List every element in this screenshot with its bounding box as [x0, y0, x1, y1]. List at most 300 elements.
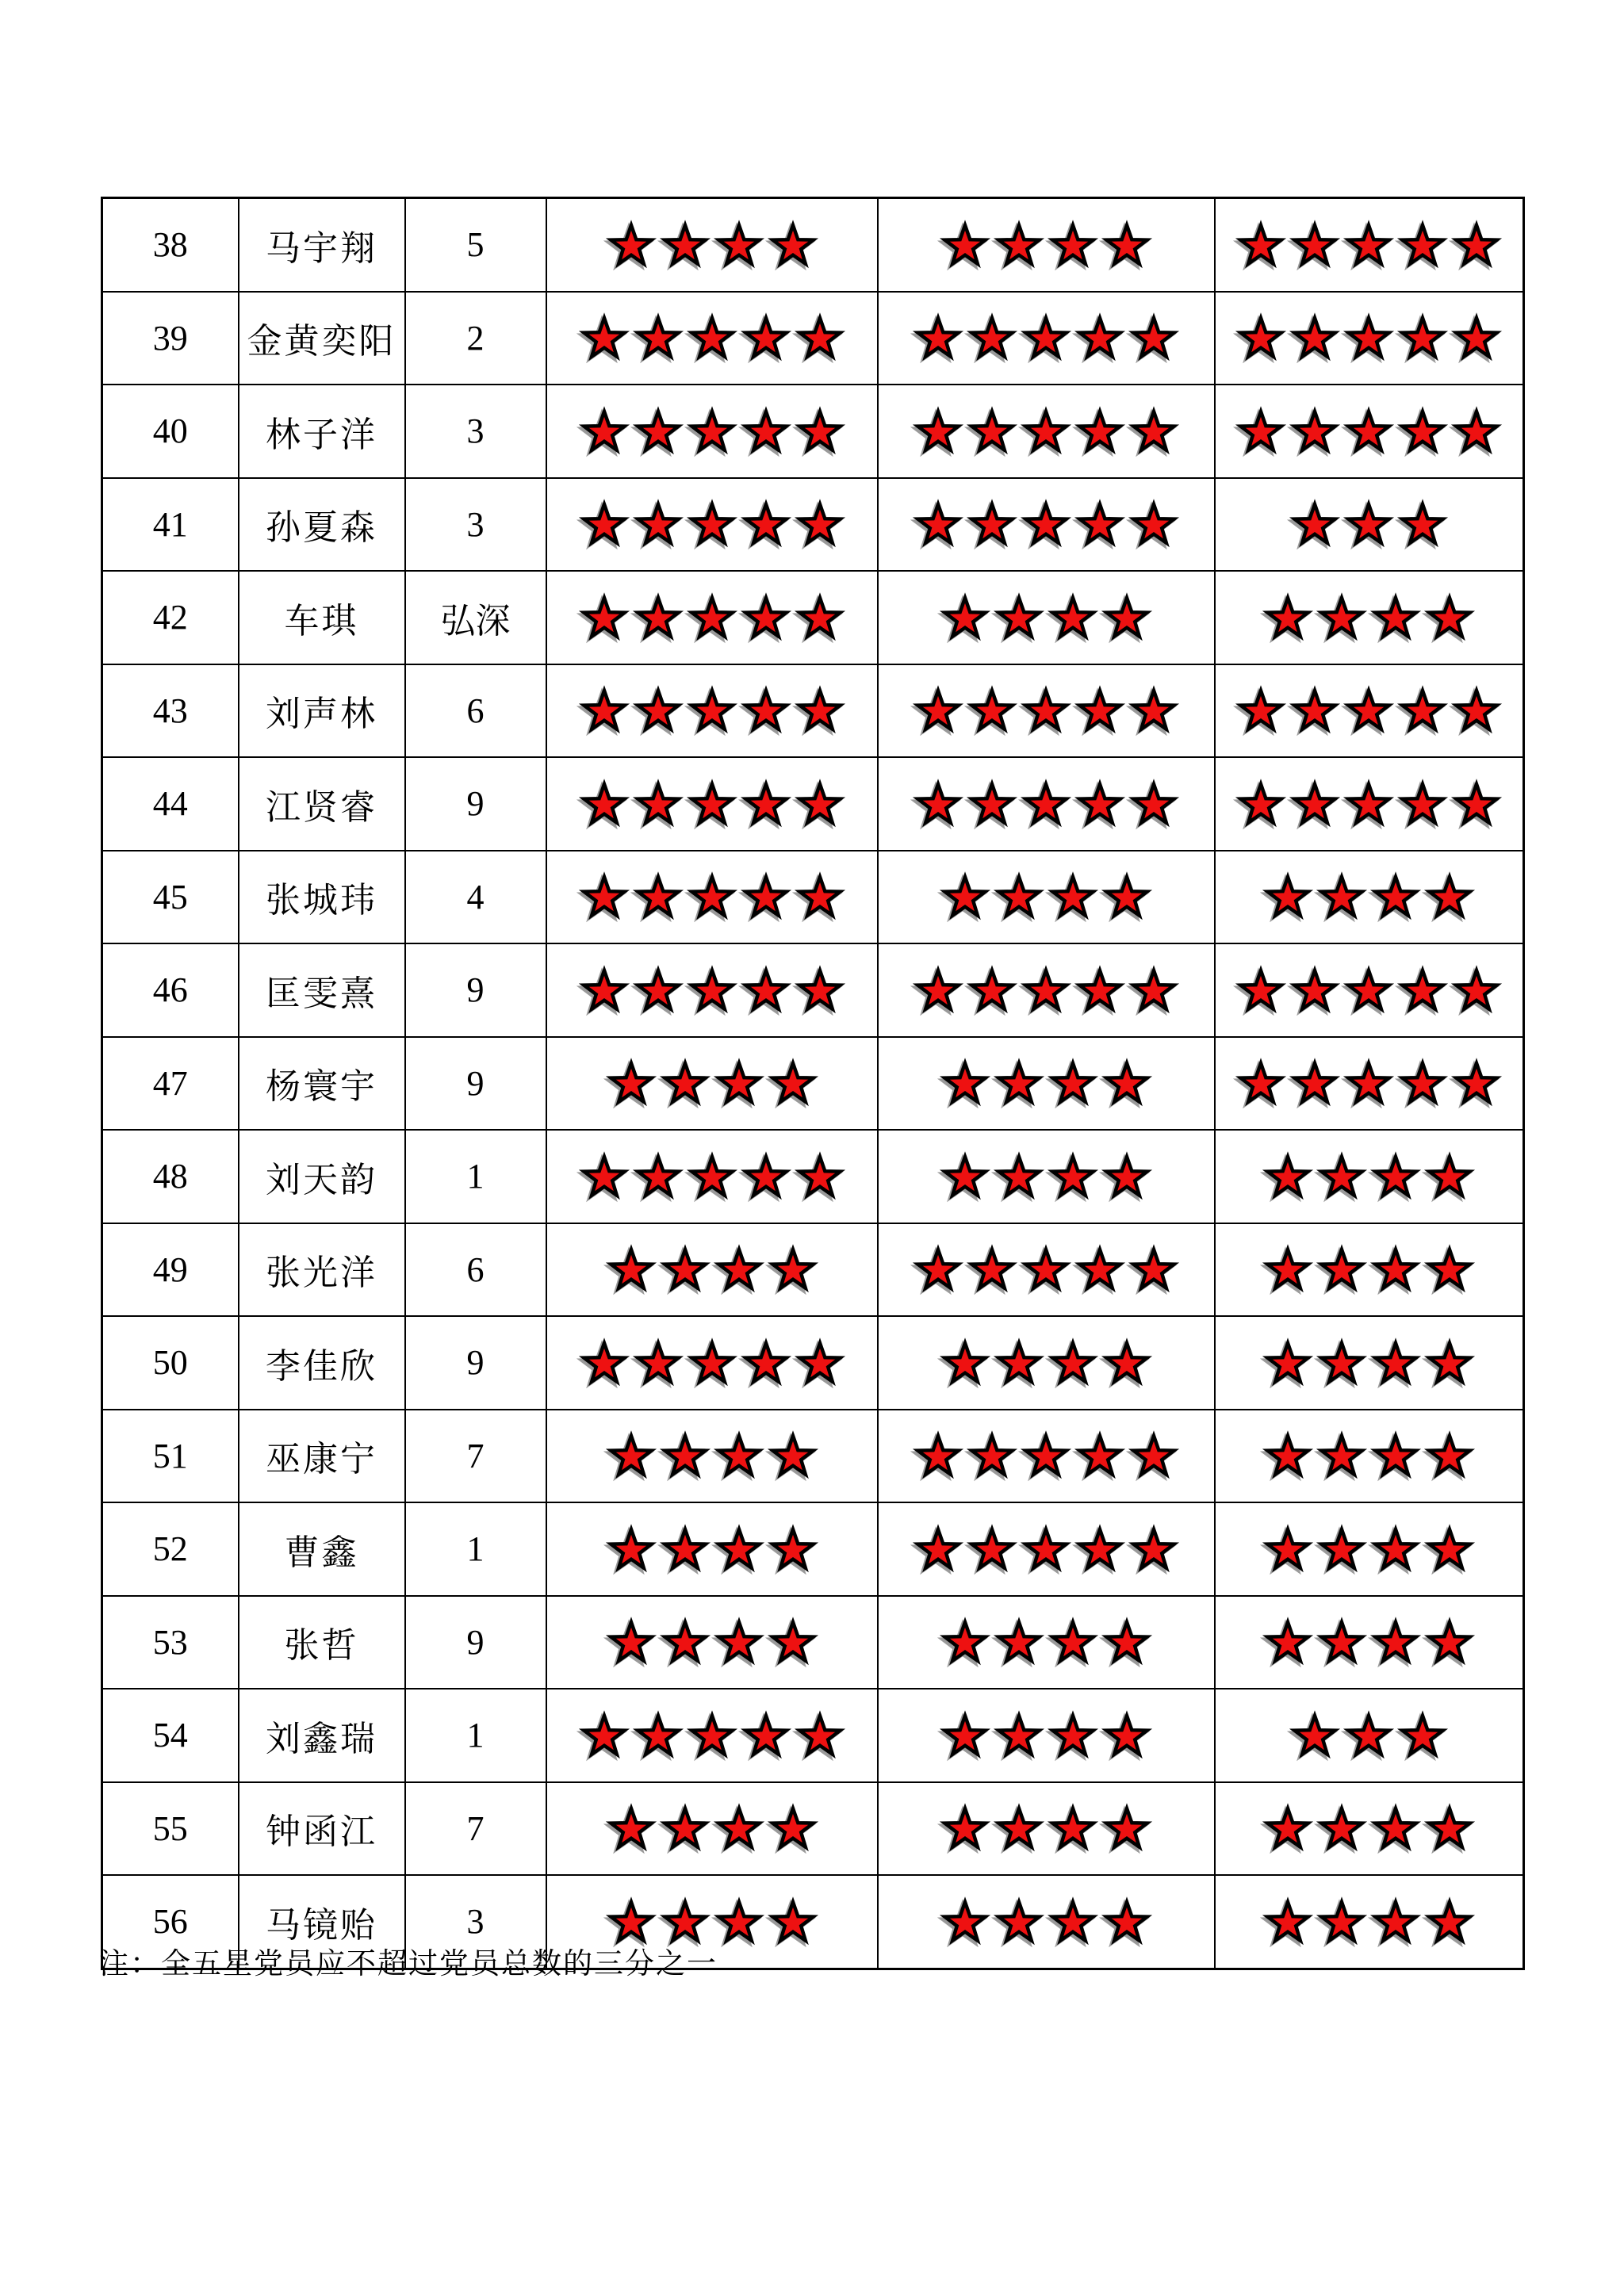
star-icon — [1048, 220, 1098, 270]
member-name-cell: 钟函江 — [239, 1782, 405, 1876]
star-icon — [913, 499, 963, 549]
star-icon — [1289, 312, 1340, 363]
row-number-cell: 53 — [102, 1596, 239, 1689]
star-icon — [714, 1244, 764, 1295]
star-icon — [579, 871, 630, 922]
star-icon — [1021, 1430, 1071, 1481]
star-icon — [660, 220, 710, 270]
star-icon — [633, 965, 684, 1016]
star-icon — [1451, 685, 1502, 736]
star-icon — [795, 406, 845, 457]
star-icon — [994, 1058, 1044, 1108]
star-icon — [633, 1337, 684, 1388]
star-icon — [768, 1524, 818, 1575]
member-name-cell: 刘声林 — [239, 664, 405, 758]
star-icon — [1424, 1803, 1475, 1854]
stars-rating-cell-2 — [878, 1223, 1215, 1317]
stars-rating-cell-2 — [878, 1037, 1215, 1131]
star-icon — [579, 1710, 630, 1761]
star-icon — [1021, 312, 1071, 363]
star-icon — [687, 965, 737, 1016]
star-icon — [579, 592, 630, 643]
star-icon — [1316, 1337, 1367, 1388]
stars-rating-cell-1 — [546, 571, 878, 664]
group-number-cell: 1 — [405, 1130, 546, 1223]
table-row — [102, 1689, 1524, 1782]
star-icon — [940, 1337, 990, 1388]
row-number-cell: 44 — [102, 757, 239, 851]
rating-table-body — [102, 198, 1524, 1969]
star-icon — [1424, 1337, 1475, 1388]
row-number-cell: 38 — [102, 198, 239, 292]
star-icon — [1370, 1803, 1421, 1854]
star-icon — [1316, 1244, 1367, 1295]
star-icon — [967, 1524, 1017, 1575]
group-number-cell: 3 — [405, 1875, 546, 1969]
star-icon — [1451, 1058, 1502, 1108]
star-icon — [1289, 1058, 1340, 1108]
star-icon — [1370, 871, 1421, 922]
star-icon — [633, 312, 684, 363]
member-name-cell: 曹鑫 — [239, 1502, 405, 1596]
star-icon — [768, 1803, 818, 1854]
star-icon — [687, 499, 737, 549]
star-icon — [1074, 1524, 1125, 1575]
star-icon — [1101, 1710, 1152, 1761]
group-number-cell: 4 — [405, 851, 546, 944]
group-number-cell: 1 — [405, 1502, 546, 1596]
star-icon — [768, 1617, 818, 1667]
group-number-cell: 9 — [405, 1037, 546, 1131]
table-row — [102, 1130, 1524, 1223]
table-row — [102, 943, 1524, 1037]
stars-rating-cell-3 — [1215, 1316, 1524, 1410]
star-icon — [1424, 1524, 1475, 1575]
star-icon — [1289, 965, 1340, 1016]
star-icon — [795, 1337, 845, 1388]
stars-rating-cell-1 — [546, 1316, 878, 1410]
star-icon — [606, 220, 657, 270]
star-icon — [714, 1524, 764, 1575]
table-row — [102, 1596, 1524, 1689]
table-row — [102, 198, 1524, 292]
stars-rating-cell-1 — [546, 1037, 878, 1131]
star-icon — [994, 1617, 1044, 1667]
star-icon — [633, 406, 684, 457]
star-icon — [1397, 499, 1448, 549]
member-name-cell: 孙夏森 — [239, 478, 405, 572]
star-icon — [1289, 220, 1340, 270]
star-icon — [1424, 1244, 1475, 1295]
star-icon — [967, 499, 1017, 549]
star-icon — [1074, 779, 1125, 829]
star-icon — [1397, 685, 1448, 736]
star-icon — [940, 1803, 990, 1854]
row-number-cell: 49 — [102, 1223, 239, 1317]
star-icon — [1289, 499, 1340, 549]
stars-rating-cell-3 — [1215, 1130, 1524, 1223]
star-icon — [768, 1896, 818, 1947]
stars-rating-cell-3 — [1215, 1596, 1524, 1689]
star-icon — [1048, 1896, 1098, 1947]
star-icon — [633, 1151, 684, 1202]
star-icon — [768, 1244, 818, 1295]
star-icon — [1048, 871, 1098, 922]
star-icon — [1424, 1430, 1475, 1481]
star-icon — [994, 592, 1044, 643]
stars-rating-cell-1 — [546, 1502, 878, 1596]
star-icon — [579, 406, 630, 457]
star-icon — [1021, 1244, 1071, 1295]
group-number-cell: 3 — [405, 478, 546, 572]
stars-rating-cell-3 — [1215, 664, 1524, 758]
star-icon — [633, 871, 684, 922]
star-icon — [1397, 220, 1448, 270]
star-icon — [913, 1244, 963, 1295]
star-icon — [913, 779, 963, 829]
star-icon — [1074, 685, 1125, 736]
star-icon — [1451, 312, 1502, 363]
star-icon — [1370, 1151, 1421, 1202]
stars-rating-cell-2 — [878, 1502, 1215, 1596]
star-icon — [1235, 220, 1286, 270]
star-icon — [1048, 1058, 1098, 1108]
star-icon — [1316, 1617, 1367, 1667]
stars-rating-cell-3 — [1215, 571, 1524, 664]
rating-table — [101, 197, 1525, 1970]
stars-rating-cell-2 — [878, 1596, 1215, 1689]
star-icon — [714, 1803, 764, 1854]
stars-rating-cell-2 — [878, 757, 1215, 851]
star-icon — [1397, 1710, 1448, 1761]
star-icon — [606, 1617, 657, 1667]
star-icon — [1101, 871, 1152, 922]
table-row — [102, 851, 1524, 944]
stars-rating-cell-3 — [1215, 1782, 1524, 1876]
star-icon — [1128, 779, 1179, 829]
star-icon — [1316, 1803, 1367, 1854]
row-number-cell: 39 — [102, 292, 239, 385]
star-icon — [1128, 312, 1179, 363]
star-icon — [1262, 1617, 1313, 1667]
star-icon — [1235, 312, 1286, 363]
star-icon — [687, 871, 737, 922]
star-icon — [606, 1803, 657, 1854]
stars-rating-cell-3 — [1215, 1037, 1524, 1131]
stars-rating-cell-1 — [546, 385, 878, 478]
star-icon — [1021, 685, 1071, 736]
star-icon — [795, 1710, 845, 1761]
star-icon — [768, 1430, 818, 1481]
member-name-cell: 马镜贻 — [239, 1875, 405, 1969]
table-row — [102, 1223, 1524, 1317]
star-icon — [1074, 965, 1125, 1016]
star-icon — [606, 1524, 657, 1575]
stars-rating-cell-3 — [1215, 1223, 1524, 1317]
table-row — [102, 571, 1524, 664]
star-icon — [741, 965, 791, 1016]
star-icon — [633, 1710, 684, 1761]
table-row — [102, 1410, 1524, 1503]
member-name-cell: 匡雯熹 — [239, 943, 405, 1037]
table-row — [102, 1782, 1524, 1876]
star-icon — [1397, 406, 1448, 457]
member-name-cell: 马宇翔 — [239, 198, 405, 292]
stars-rating-cell-2 — [878, 943, 1215, 1037]
star-icon — [1235, 779, 1286, 829]
star-icon — [1343, 685, 1394, 736]
star-icon — [1101, 1896, 1152, 1947]
stars-rating-cell-2 — [878, 478, 1215, 572]
star-icon — [1451, 965, 1502, 1016]
star-icon — [741, 499, 791, 549]
stars-rating-cell-3 — [1215, 478, 1524, 572]
star-icon — [1074, 499, 1125, 549]
star-icon — [1451, 406, 1502, 457]
star-icon — [1128, 685, 1179, 736]
row-number-cell: 51 — [102, 1410, 239, 1503]
star-icon — [1370, 1337, 1421, 1388]
row-number-cell: 48 — [102, 1130, 239, 1223]
star-icon — [1316, 1430, 1367, 1481]
star-icon — [1370, 1617, 1421, 1667]
star-icon — [994, 1151, 1044, 1202]
star-icon — [994, 871, 1044, 922]
group-number-cell: 6 — [405, 1223, 546, 1317]
row-number-cell: 55 — [102, 1782, 239, 1876]
stars-rating-cell-3 — [1215, 198, 1524, 292]
star-icon — [913, 1430, 963, 1481]
group-number-cell: 1 — [405, 1689, 546, 1782]
star-icon — [687, 312, 737, 363]
star-icon — [795, 965, 845, 1016]
row-number-cell: 47 — [102, 1037, 239, 1131]
star-icon — [1048, 592, 1098, 643]
star-icon — [741, 871, 791, 922]
star-icon — [660, 1058, 710, 1108]
star-icon — [1074, 1244, 1125, 1295]
star-icon — [579, 1151, 630, 1202]
star-icon — [1128, 406, 1179, 457]
star-icon — [687, 406, 737, 457]
star-icon — [714, 1896, 764, 1947]
star-icon — [1101, 592, 1152, 643]
stars-rating-cell-1 — [546, 292, 878, 385]
member-name-cell: 张光洋 — [239, 1223, 405, 1317]
star-icon — [795, 871, 845, 922]
star-icon — [940, 592, 990, 643]
stars-rating-cell-2 — [878, 1130, 1215, 1223]
stars-rating-cell-3 — [1215, 1875, 1524, 1969]
star-icon — [1343, 1710, 1394, 1761]
star-icon — [967, 779, 1017, 829]
star-icon — [1451, 220, 1502, 270]
star-icon — [1262, 1244, 1313, 1295]
stars-rating-cell-1 — [546, 1689, 878, 1782]
stars-rating-cell-1 — [546, 1130, 878, 1223]
star-icon — [1343, 220, 1394, 270]
stars-rating-cell-1 — [546, 851, 878, 944]
star-icon — [1262, 1151, 1313, 1202]
star-icon — [1424, 1896, 1475, 1947]
row-number-cell: 52 — [102, 1502, 239, 1596]
star-icon — [1101, 1058, 1152, 1108]
star-icon — [1316, 592, 1367, 643]
star-icon — [741, 406, 791, 457]
star-icon — [1021, 499, 1071, 549]
member-name-cell: 刘鑫瑞 — [239, 1689, 405, 1782]
star-icon — [1262, 871, 1313, 922]
star-icon — [1343, 1058, 1394, 1108]
star-icon — [913, 312, 963, 363]
stars-rating-cell-3 — [1215, 757, 1524, 851]
table-row — [102, 385, 1524, 478]
stars-rating-cell-2 — [878, 292, 1215, 385]
stars-rating-cell-1 — [546, 1223, 878, 1317]
star-icon — [913, 406, 963, 457]
stars-rating-cell-3 — [1215, 1410, 1524, 1503]
star-icon — [1262, 1896, 1313, 1947]
group-number-cell: 7 — [405, 1410, 546, 1503]
star-icon — [1048, 1710, 1098, 1761]
star-icon — [795, 499, 845, 549]
star-icon — [1128, 499, 1179, 549]
star-icon — [687, 1710, 737, 1761]
table-row — [102, 1037, 1524, 1131]
member-name-cell: 杨寰宇 — [239, 1037, 405, 1131]
star-icon — [1424, 1617, 1475, 1667]
star-icon — [795, 312, 845, 363]
row-number-cell: 56 — [102, 1875, 239, 1969]
star-icon — [994, 1896, 1044, 1947]
stars-rating-cell-2 — [878, 571, 1215, 664]
star-icon — [1101, 220, 1152, 270]
star-icon — [967, 406, 1017, 457]
star-icon — [1397, 312, 1448, 363]
star-icon — [1370, 1896, 1421, 1947]
star-icon — [940, 1710, 990, 1761]
star-icon — [967, 685, 1017, 736]
stars-rating-cell-1 — [546, 943, 878, 1037]
star-icon — [940, 1058, 990, 1108]
star-icon — [687, 1151, 737, 1202]
star-icon — [633, 779, 684, 829]
star-icon — [994, 220, 1044, 270]
row-number-cell: 42 — [102, 571, 239, 664]
group-number-cell: 弘深 — [405, 571, 546, 664]
star-icon — [1343, 965, 1394, 1016]
star-icon — [768, 220, 818, 270]
star-icon — [967, 1244, 1017, 1295]
group-number-cell: 5 — [405, 198, 546, 292]
star-icon — [1235, 1058, 1286, 1108]
row-number-cell: 43 — [102, 664, 239, 758]
stars-rating-cell-2 — [878, 664, 1215, 758]
stars-rating-cell-1 — [546, 757, 878, 851]
star-icon — [795, 685, 845, 736]
star-icon — [940, 871, 990, 922]
star-icon — [741, 1710, 791, 1761]
star-icon — [606, 1430, 657, 1481]
star-icon — [1370, 592, 1421, 643]
star-icon — [660, 1803, 710, 1854]
star-icon — [1289, 1710, 1340, 1761]
star-icon — [1316, 1151, 1367, 1202]
star-icon — [1262, 1524, 1313, 1575]
star-icon — [1021, 406, 1071, 457]
star-icon — [741, 1337, 791, 1388]
star-icon — [1289, 685, 1340, 736]
star-icon — [741, 779, 791, 829]
star-icon — [1128, 1244, 1179, 1295]
stars-rating-cell-3 — [1215, 292, 1524, 385]
group-number-cell: 3 — [405, 385, 546, 478]
footnote: 注：全五星党员应不超过党员总数的三分之一 — [99, 1948, 718, 1980]
star-icon — [795, 1151, 845, 1202]
star-icon — [1021, 1524, 1071, 1575]
group-number-cell: 2 — [405, 292, 546, 385]
stars-rating-cell-1 — [546, 478, 878, 572]
star-icon — [579, 779, 630, 829]
star-icon — [967, 312, 1017, 363]
star-icon — [1262, 1337, 1313, 1388]
star-icon — [687, 1337, 737, 1388]
star-icon — [1424, 592, 1475, 643]
stars-rating-cell-2 — [878, 1410, 1215, 1503]
star-icon — [741, 312, 791, 363]
star-icon — [633, 592, 684, 643]
star-icon — [1235, 685, 1286, 736]
star-icon — [1289, 406, 1340, 457]
star-icon — [687, 685, 737, 736]
member-name-cell: 李佳欣 — [239, 1316, 405, 1410]
stars-rating-cell-3 — [1215, 1689, 1524, 1782]
star-icon — [795, 592, 845, 643]
group-number-cell: 9 — [405, 1316, 546, 1410]
star-icon — [795, 779, 845, 829]
star-icon — [1397, 1058, 1448, 1108]
star-icon — [940, 1617, 990, 1667]
star-icon — [967, 1430, 1017, 1481]
star-icon — [768, 1058, 818, 1108]
star-icon — [633, 685, 684, 736]
member-name-cell: 巫康宁 — [239, 1410, 405, 1503]
star-icon — [579, 499, 630, 549]
star-icon — [1021, 965, 1071, 1016]
star-icon — [913, 1524, 963, 1575]
stars-rating-cell-2 — [878, 1689, 1215, 1782]
star-icon — [714, 1058, 764, 1108]
star-icon — [1343, 779, 1394, 829]
star-icon — [687, 592, 737, 643]
stars-rating-cell-2 — [878, 851, 1215, 944]
star-icon — [606, 1244, 657, 1295]
member-name-cell: 江贤睿 — [239, 757, 405, 851]
star-icon — [1128, 965, 1179, 1016]
stars-rating-cell-1 — [546, 1782, 878, 1876]
star-icon — [1316, 1524, 1367, 1575]
star-icon — [714, 1617, 764, 1667]
star-icon — [579, 312, 630, 363]
star-icon — [1128, 1430, 1179, 1481]
star-icon — [940, 1896, 990, 1947]
star-icon — [1101, 1151, 1152, 1202]
star-icon — [1424, 871, 1475, 922]
stars-rating-cell-1 — [546, 1410, 878, 1503]
star-icon — [1101, 1803, 1152, 1854]
star-icon — [1235, 965, 1286, 1016]
star-icon — [1074, 1430, 1125, 1481]
